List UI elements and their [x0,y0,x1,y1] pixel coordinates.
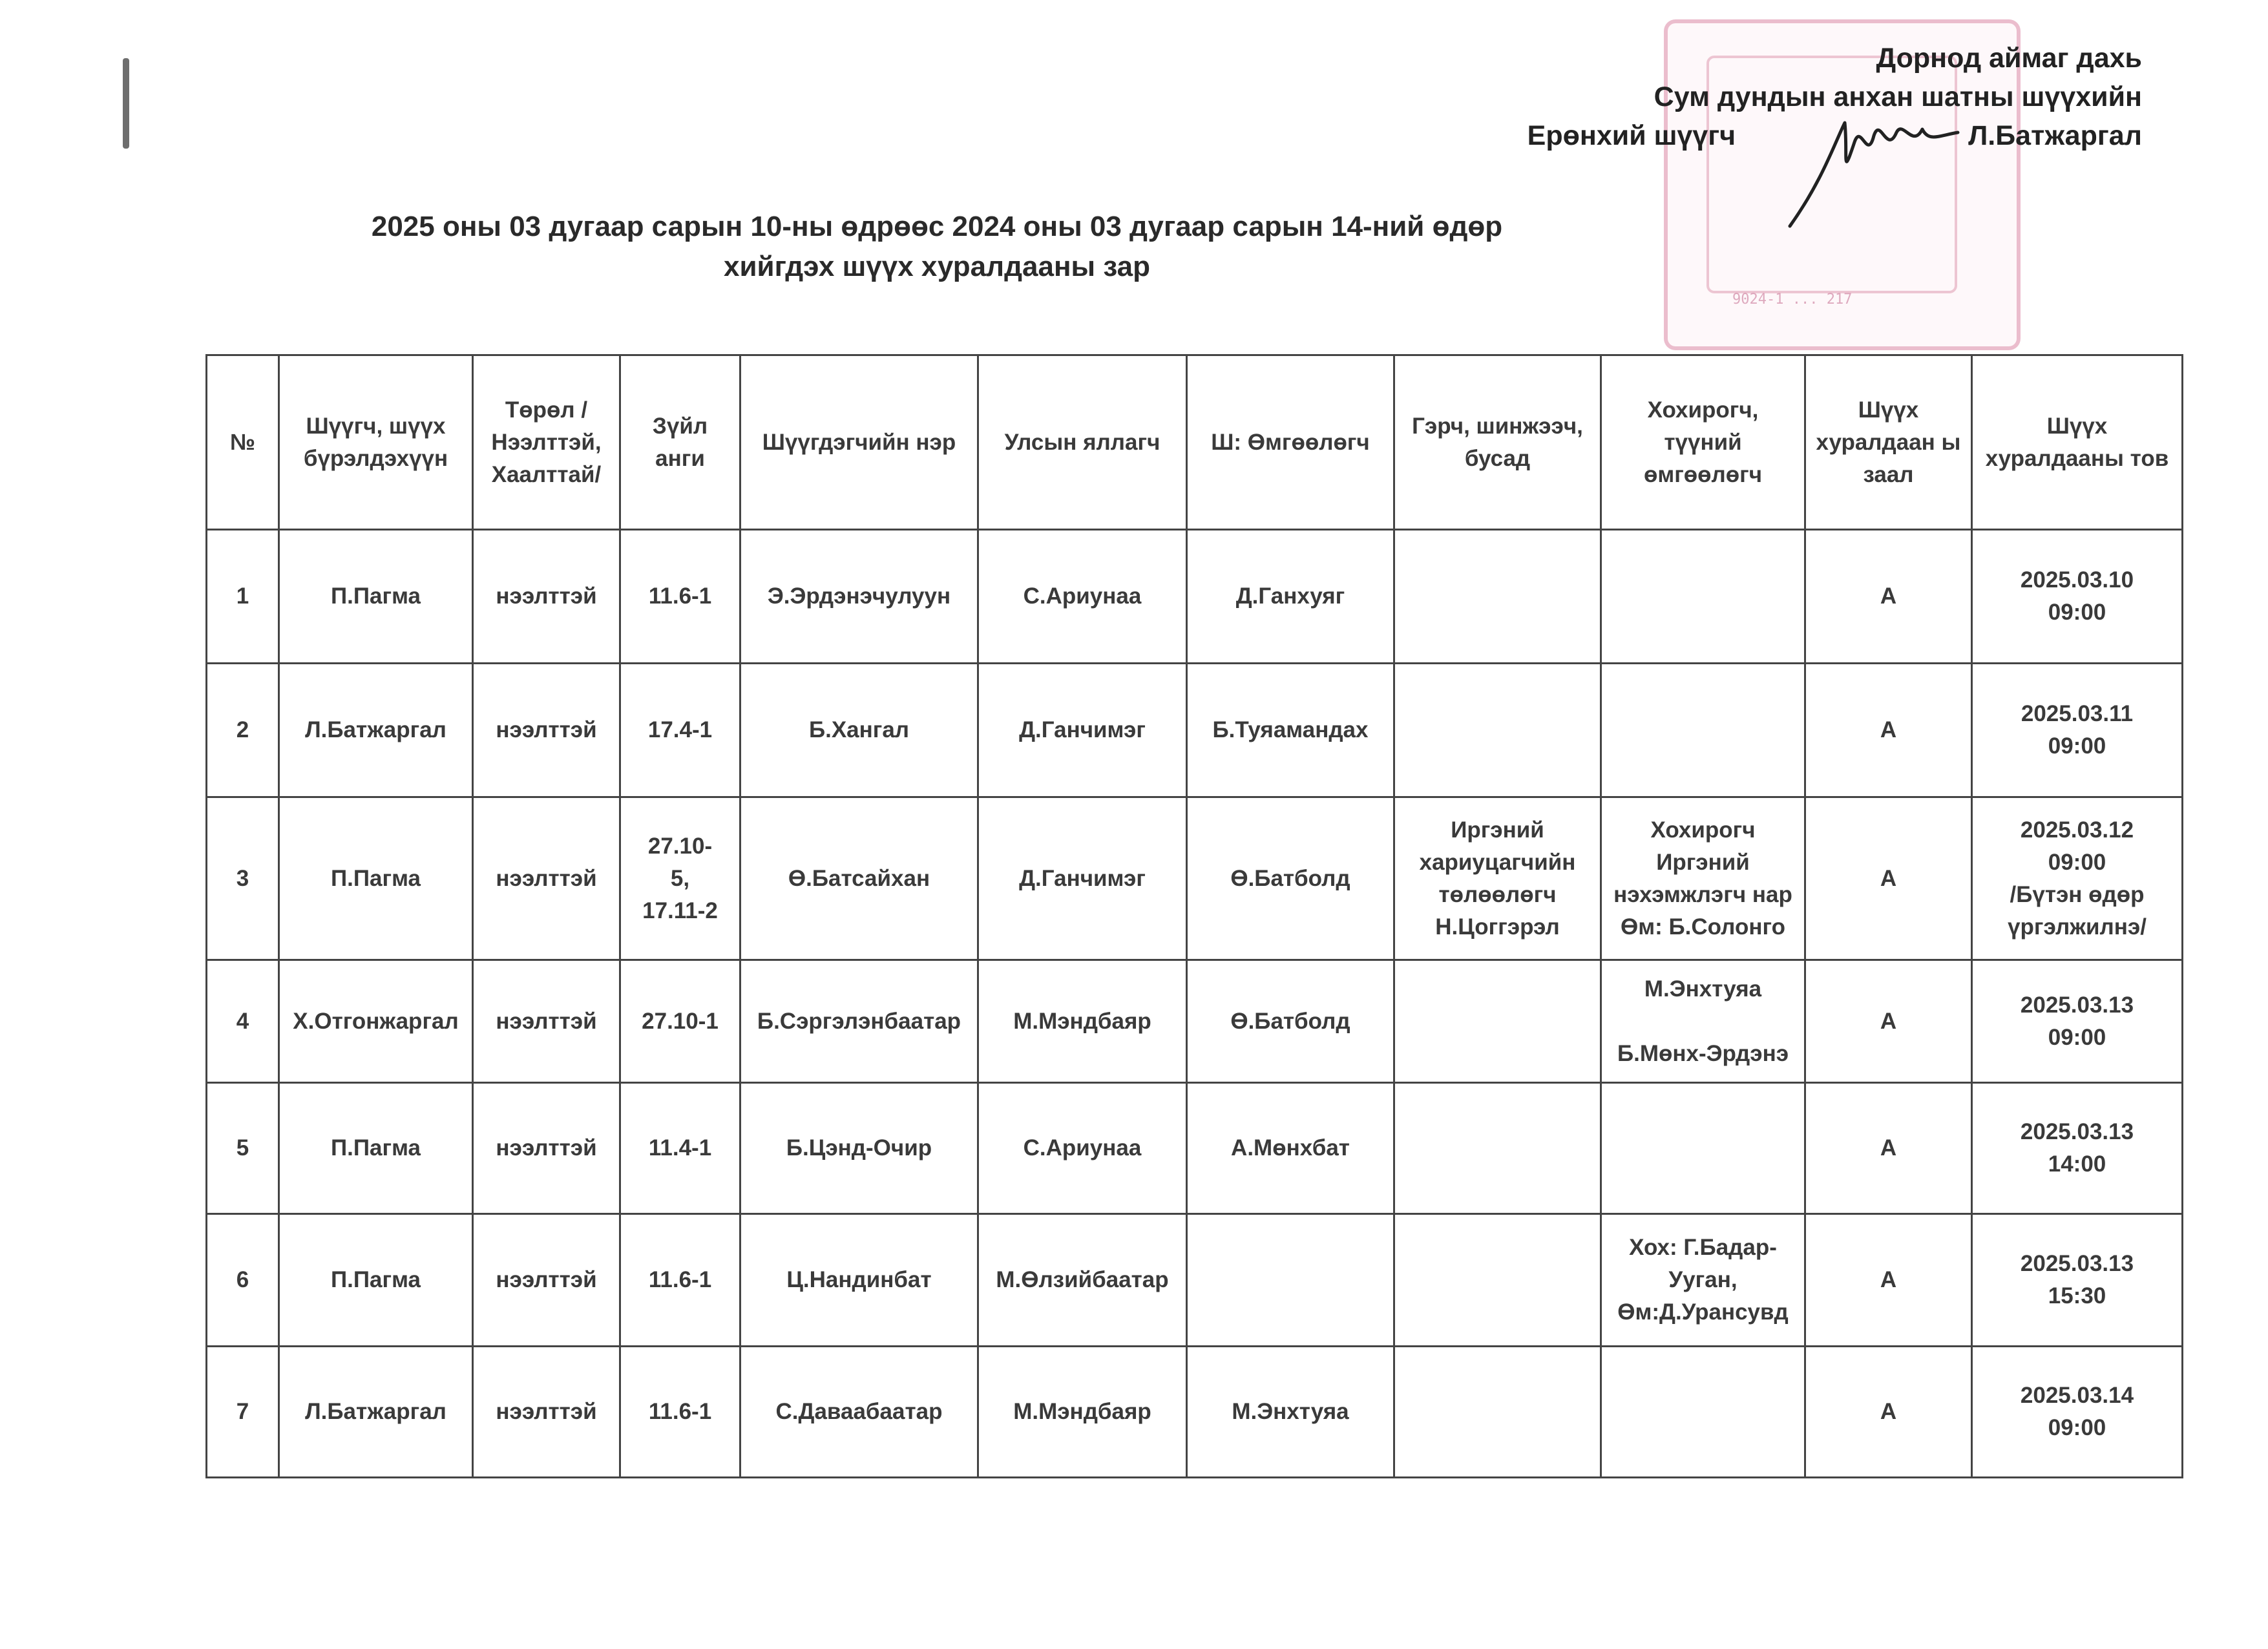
row-prosecutor: М.Өлзийбаатар [978,1214,1187,1347]
col-number-header: № [207,355,279,530]
table-row [207,960,2183,1083]
row-witness [1394,1347,1601,1478]
scan-edge-mark [123,58,129,149]
col-schedule-header: Шүүх хуралдааны тов [1972,355,2183,530]
row-witness [1394,1214,1601,1347]
row-defense [1187,1214,1394,1347]
row-hall: А [1805,797,1972,960]
row-number: 5 [207,1083,279,1214]
row-victim: М.Энхтуяа Б.Мөнх-Эрдэнэ [1601,960,1805,1083]
row-defense: Ө.Батболд [1187,960,1394,1083]
table-header-row [207,355,2183,530]
row-article: 11.6-1 [620,1347,740,1478]
row-victim: Хох: Г.Бадар-Ууган, Өм:Д.Урансувд [1601,1214,1805,1347]
row-schedule: 2025.03.13 14:00 [1972,1083,2183,1214]
col-defendant-header: Шүүгдэгчийн нэр [740,355,978,530]
row-witness: Иргэний хариуцагчийн төлөөлөгч Н.Цоггэрэл [1394,797,1601,960]
row-number: 7 [207,1347,279,1478]
col-prosecutor-header: Улсын яллагч [978,355,1187,530]
row-witness [1394,960,1601,1083]
col-defense-header: Ш: Өмгөөлөгч [1187,355,1394,530]
row-judge: П.Пагма [279,1214,473,1347]
row-defense: Ө.Батболд [1187,797,1394,960]
row-defendant: Ө.Батсайхан [740,797,978,960]
row-schedule: 2025.03.12 09:00 /Бүтэн өдөр үргэлжилнэ/ [1972,797,2183,960]
row-prosecutor: С.Ариунаа [978,1083,1187,1214]
row-type: нээлттэй [473,1214,620,1347]
row-schedule: 2025.03.10 09:00 [1972,530,2183,664]
row-victim: Хохирогч Иргэний нэхэмжлэгч нар Өм: Б.Солонго [1601,797,1805,960]
row-defendant: С.Даваабаатар [740,1347,978,1478]
row-number: 1 [207,530,279,664]
row-judge: Л.Батжаргал [279,1347,473,1478]
row-hall: А [1805,1083,1972,1214]
row-judge: П.Пагма [279,797,473,960]
row-judge: Х.Отгонжаргал [279,960,473,1083]
row-schedule: 2025.03.11 09:00 [1972,664,2183,797]
row-article: 11.6-1 [620,1214,740,1347]
row-schedule: 2025.03.14 09:00 [1972,1347,2183,1478]
row-type: нээлттэй [473,1083,620,1214]
row-witness [1394,664,1601,797]
row-victim [1601,1347,1805,1478]
row-defendant: Б.Сэргэлэнбаатар [740,960,978,1083]
approval-line-2: Сум дундын анхан шатны шүүхийн [1654,81,2142,112]
court-schedule-table [205,354,2183,1478]
row-number: 3 [207,797,279,960]
row-type: нээлттэй [473,797,620,960]
row-prosecutor: Д.Ганчимэг [978,797,1187,960]
title-line-2: хийгдэх шүүх хуралдааны зар [724,251,1150,282]
row-hall: А [1805,1347,1972,1478]
row-type: нээлттэй [473,960,620,1083]
row-defense: А.Мөнхбат [1187,1083,1394,1214]
row-victim [1601,1083,1805,1214]
row-number: 4 [207,960,279,1083]
row-number: 6 [207,1214,279,1347]
col-witness-header: Гэрч, шинжээч, бусад [1394,355,1601,530]
table-row [207,797,2183,960]
row-type: нээлттэй [473,530,620,664]
row-judge: П.Пагма [279,1083,473,1214]
row-defense: Д.Ганхуяг [1187,530,1394,664]
row-hall: А [1805,960,1972,1083]
table-row [207,664,2183,797]
row-defendant: Ц.Нандинбат [740,1214,978,1347]
table-row [207,530,2183,664]
row-schedule: 2025.03.13 09:00 [1972,960,2183,1083]
row-schedule: 2025.03.13 15:30 [1972,1214,2183,1347]
document-title [0,207,1874,287]
row-article: 11.4-1 [620,1083,740,1214]
col-article-header: Зүйл анги [620,355,740,530]
col-judge-header: Шүүгч, шүүх бүрэлдэхүүн [279,355,473,530]
row-victim [1601,530,1805,664]
title-line-1: 2025 оны 03 дугаар сарын 10-ны өдрөөс 2024 оны 03 дугаар сарын 14-ний өдөр [371,211,1503,242]
col-type-header: Төрөл /Нээлттэй, Хаалттай/ [473,355,620,530]
col-victim-header: Хохирогч, түүний өмгөөлөгч [1601,355,1805,530]
row-prosecutor: С.Ариунаа [978,530,1187,664]
stamp-number: 9024-1 ... 217 [1732,291,1853,308]
row-hall: А [1805,530,1972,664]
row-judge: П.Пагма [279,530,473,664]
table-row [207,1083,2183,1214]
row-type: нээлттэй [473,664,620,797]
col-hall-header: Шүүх хуралдаан ы заал [1805,355,1972,530]
approval-line-1: Дорнод аймаг дахь [1876,43,2142,74]
row-defendant: Б.Цэнд-Очир [740,1083,978,1214]
row-article: 17.4-1 [620,664,740,797]
row-prosecutor: М.Мэндбаяр [978,960,1187,1083]
row-defendant: Б.Хангал [740,664,978,797]
row-article: 27.10-1 [620,960,740,1083]
row-article: 27.10- 5, 17.11-2 [620,797,740,960]
row-witness [1394,530,1601,664]
approval-role: Ерөнхий шүүгч [1527,120,1736,151]
table-row [207,1347,2183,1478]
row-witness [1394,1083,1601,1214]
table-row [207,1214,2183,1347]
row-defendant: Э.Эрдэнэчулуун [740,530,978,664]
row-number: 2 [207,664,279,797]
row-victim [1601,664,1805,797]
row-hall: А [1805,664,1972,797]
row-article: 11.6-1 [620,530,740,664]
row-hall: А [1805,1214,1972,1347]
row-prosecutor: Д.Ганчимэг [978,664,1187,797]
row-defense: Б.Туяамандах [1187,664,1394,797]
row-judge: Л.Батжаргал [279,664,473,797]
row-prosecutor: М.Мэндбаяр [978,1347,1187,1478]
row-defense: М.Энхтуяа [1187,1347,1394,1478]
row-type: нээлттэй [473,1347,620,1478]
approval-name: Л.Батжаргал [1968,120,2142,151]
